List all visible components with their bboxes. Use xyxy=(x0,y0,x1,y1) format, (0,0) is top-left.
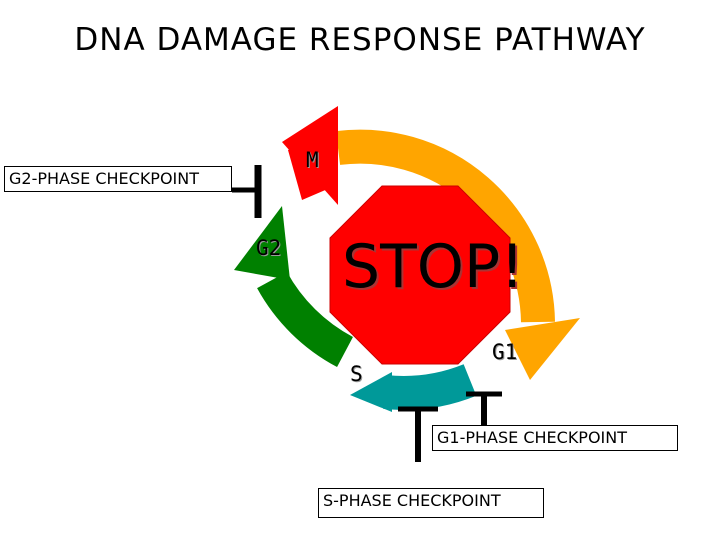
phase-label-g2: G2 xyxy=(256,236,282,260)
phase-label-g1: G1 xyxy=(492,340,518,364)
page-title: DNA DAMAGE RESPONSE PATHWAY xyxy=(74,22,646,58)
g1-checkpoint-label: G1-PHASE CHECKPOINT xyxy=(432,425,678,451)
phase-label-m: M xyxy=(306,148,319,172)
stop-text: STOP! xyxy=(342,232,525,302)
arc-g1-to-s xyxy=(385,380,470,393)
g2-checkpoint-label: G2-PHASE CHECKPOINT xyxy=(4,166,232,192)
phase-label-s: S xyxy=(350,362,363,386)
s-checkpoint-label: S-PHASE CHECKPOINT xyxy=(318,488,544,518)
